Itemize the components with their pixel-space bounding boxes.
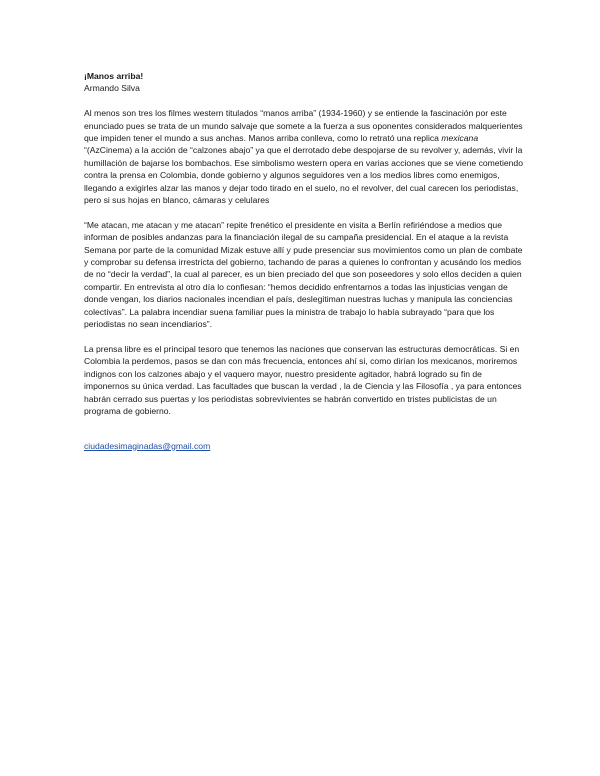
author-email-link[interactable]: ciudadesimaginadas@gmail.com xyxy=(84,440,211,451)
paragraph-2-text: “Me atacan, me atacan y me atacan” repite frenético el presidente en visita a Berlín refiriéndose a medios que informan de posibles andanzas para la financiación ilegal de su campaña presidencial. En el ataque a la revista Semana por parte de la comunidad Mizak estuve allí y pude presenciar sus movimientos como un plan de combate y comprobar su defensa irrestricta del gobierno, tachando de paras a quienes lo confrontan y acusándo los medios de no “decir la verdad”, la cual al parecer, es un bien preciado del que son poseedores y solo ellos deciden a quien compartir. En entrevista al otro día lo confiesan: “hemos decidido enfrentarnos a todas las injusticias vengan de donde vengan, los diarios nacionales incendian el país, deslegitiman nuestras luchas y manipula las conciencias colectivas”. La palabra incendiar suena familiar pues la ministra de trabajo lo había subrayado “para que los periodistas no sean incendiarios”. xyxy=(84,219,523,330)
paragraph-1-text-b: “(AzCinema) a la acción de “calzones abajo” ya que el derrotado debe despojarse de su revolver y, además, vivir la humillación de bajarse los bombachos. Ese simbolismo western opera en varias acciones que se viene cometiendo contra la prensa en Colombia, donde gobierno y algunos seguidores ven a los medios libres como enemigos, llegando a exigirles alzar las manos y dejar todo tirado en el suelo, no el revolver, del cual carecen los periodistas, pero si sus hojas en blanco, cámaras y celulares xyxy=(84,145,523,206)
article-author: Armando Silva xyxy=(84,83,140,94)
article-body xyxy=(84,70,524,452)
paragraph-1-italic-mexicana: mexicana xyxy=(441,133,479,144)
paragraph-1 xyxy=(84,107,524,206)
paragraph-3-text: La prensa libre es el principal tesoro que tenemos las naciones que conservan las estructuras democráticas. Si en Colombia la perdemos, pasos se dan con más frecuencia, entonces ahí si, como dirían los mexicanos, moriremos indignos con los calzones abajo y el vaquero mayor, nuestro presidente agitador, habrá logrado su fin de imponernos su única verdad. Las facultades que buscan la verdad , la de Ciencia y las Filosofía , ya para entonces habrán cerrado sus puertas y los periodistas sobrevivientes se habrán convertido en tristes publicistas de un programa de gobierno. xyxy=(84,343,522,416)
article-title: ¡Manos arriba! xyxy=(84,71,144,81)
paragraph-3 xyxy=(84,343,524,417)
paragraph-2 xyxy=(84,219,524,331)
paragraph-1-text-a: Al menos son tres los filmes western titulados “manos arriba” (1934-1960) y se entiende la fascinación por este enunciado pues se trata de un mundo salvaje que somete a la fuerza a sus oponentes considerados malquerientes que impiden tener el mundo a sus anchas. Manos arriba conlleva, como lo retrató una replica xyxy=(84,108,523,144)
